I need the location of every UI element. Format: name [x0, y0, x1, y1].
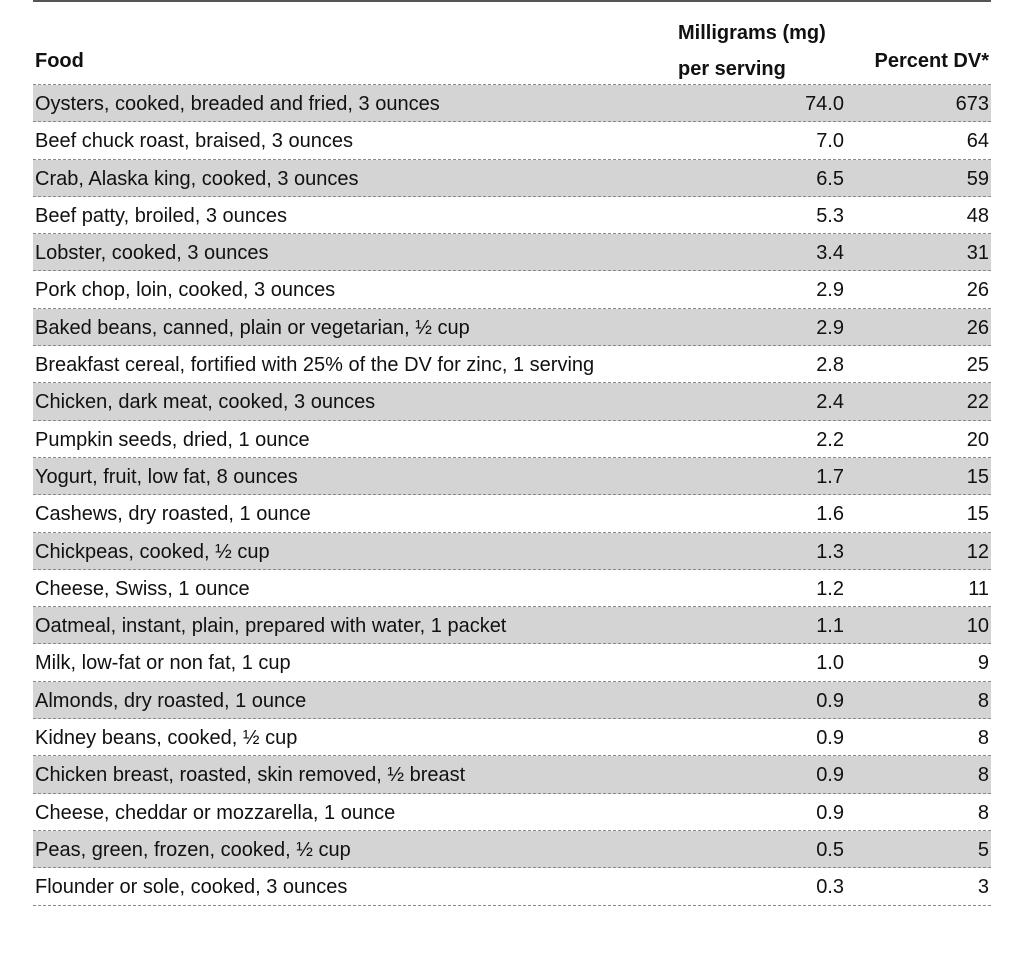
- cell-milligrams: 5.3: [816, 204, 844, 227]
- cell-milligrams: 2.9: [816, 316, 844, 339]
- cell-percent-dv: 59: [966, 167, 989, 190]
- cell-food: Peas, green, frozen, cooked, ½ cup: [35, 838, 351, 861]
- table-row: [33, 85, 991, 122]
- cell-food: Beef patty, broiled, 3 ounces: [35, 204, 288, 227]
- cell-food: Lobster, cooked, 3 ounces: [35, 242, 269, 265]
- cell-food: Almonds, dry roasted, 1 ounce: [35, 689, 307, 712]
- cell-milligrams: 1.6: [816, 503, 844, 526]
- cell-percent-dv: 25: [966, 354, 989, 377]
- table-row: [33, 607, 991, 644]
- cell-milligrams: 0.5: [816, 838, 844, 861]
- cell-percent-dv: 5: [977, 838, 989, 861]
- table-row: [33, 495, 991, 532]
- table-row: [33, 756, 991, 793]
- cell-food: Cheese, cheddar or mozzarella, 1 ounce: [35, 801, 396, 824]
- cell-percent-dv: 15: [966, 465, 989, 488]
- cell-food: Chickpeas, cooked, ½ cup: [35, 540, 270, 563]
- cell-food: Pork chop, loin, cooked, 3 ounces: [35, 279, 336, 302]
- header-percent-dv: Percent DV*: [874, 50, 989, 72]
- cell-milligrams: 2.2: [816, 428, 844, 451]
- cell-food: Beef chuck roast, braised, 3 ounces: [35, 130, 353, 153]
- table-row: [33, 719, 991, 756]
- table-row: [33, 421, 991, 458]
- cell-percent-dv: 11: [968, 577, 989, 600]
- table-row: [33, 271, 991, 308]
- cell-food: Crab, Alaska king, cooked, 3 ounces: [35, 167, 359, 190]
- cell-food: Oatmeal, instant, plain, prepared with water, 1 packet: [35, 615, 507, 638]
- zinc-food-table: [33, 0, 991, 906]
- cell-food: Cheese, Swiss, 1 ounce: [35, 577, 250, 600]
- cell-food: Breakfast cereal, fortified with 25% of the DV for zinc, 1 serving: [35, 354, 595, 377]
- cell-milligrams: 6.5: [816, 167, 844, 190]
- cell-milligrams: 0.9: [816, 801, 844, 824]
- table-row: [33, 868, 991, 905]
- table-row: [33, 197, 991, 234]
- header-milligrams: [678, 15, 826, 87]
- cell-food: Flounder or sole, cooked, 3 ounces: [35, 876, 348, 899]
- table-row: [33, 794, 991, 831]
- table-row: [33, 383, 991, 420]
- table-row: [33, 533, 991, 570]
- cell-milligrams: 2.9: [816, 279, 844, 302]
- cell-milligrams: 1.7: [816, 465, 844, 488]
- cell-percent-dv: 31: [966, 242, 989, 265]
- cell-food: Chicken breast, roasted, skin removed, ½ breast: [35, 764, 466, 787]
- table-body: [33, 85, 991, 906]
- cell-food: Oysters, cooked, breaded and fried, 3 ounces: [35, 93, 440, 115]
- cell-percent-dv: 3: [977, 876, 989, 899]
- table-header: [33, 2, 991, 85]
- header-milligrams-line2: per serving: [678, 58, 786, 80]
- cell-milligrams: 2.4: [816, 391, 844, 414]
- cell-food: Cashews, dry roasted, 1 ounce: [35, 503, 311, 526]
- table-row: [33, 682, 991, 719]
- cell-food: Kidney beans, cooked, ½ cup: [35, 727, 298, 750]
- table-row: [33, 570, 991, 607]
- cell-food: Milk, low-fat or non fat, 1 cup: [35, 652, 291, 675]
- cell-percent-dv: 26: [966, 279, 989, 302]
- cell-milligrams: 0.9: [816, 689, 844, 712]
- table-row: [33, 122, 991, 159]
- cell-percent-dv: 8: [977, 727, 989, 750]
- cell-milligrams: 1.1: [816, 615, 844, 638]
- cell-percent-dv: 673: [955, 93, 989, 115]
- table-row: [33, 160, 991, 197]
- cell-percent-dv: 22: [966, 391, 989, 414]
- table-row: [33, 644, 991, 681]
- cell-milligrams: 2.8: [816, 354, 844, 377]
- cell-milligrams: 0.3: [816, 876, 844, 899]
- cell-percent-dv: 48: [966, 204, 989, 227]
- cell-milligrams: 1.3: [816, 540, 844, 563]
- cell-percent-dv: 9: [977, 652, 989, 675]
- cell-percent-dv: 8: [977, 801, 989, 824]
- table-row: [33, 309, 991, 346]
- cell-food: Pumpkin seeds, dried, 1 ounce: [35, 428, 310, 451]
- table-row: [33, 458, 991, 495]
- cell-food: Chicken, dark meat, cooked, 3 ounces: [35, 391, 376, 414]
- cell-food: Yogurt, fruit, low fat, 8 ounces: [35, 465, 298, 488]
- cell-percent-dv: 26: [966, 316, 989, 339]
- cell-milligrams: 1.0: [816, 652, 844, 675]
- cell-percent-dv: 12: [966, 540, 989, 563]
- cell-percent-dv: 8: [977, 764, 989, 787]
- cell-milligrams: 7.0: [816, 130, 844, 153]
- cell-milligrams: 0.9: [816, 764, 844, 787]
- cell-percent-dv: 20: [966, 428, 989, 451]
- cell-food: Baked beans, canned, plain or vegetarian, ½ cup: [35, 316, 470, 339]
- header-milligrams-line1: Milligrams (mg): [678, 22, 826, 44]
- table-row: [33, 346, 991, 383]
- cell-milligrams: 0.9: [816, 727, 844, 750]
- cell-percent-dv: 8: [977, 689, 989, 712]
- cell-milligrams: 74.0: [805, 93, 844, 115]
- header-food: Food: [35, 50, 84, 72]
- cell-milligrams: 1.2: [816, 577, 844, 600]
- cell-milligrams: 3.4: [816, 242, 844, 265]
- table-row: [33, 234, 991, 271]
- table-row: [33, 831, 991, 868]
- cell-percent-dv: 15: [966, 503, 989, 526]
- cell-percent-dv: 10: [966, 615, 989, 638]
- cell-percent-dv: 64: [966, 130, 989, 153]
